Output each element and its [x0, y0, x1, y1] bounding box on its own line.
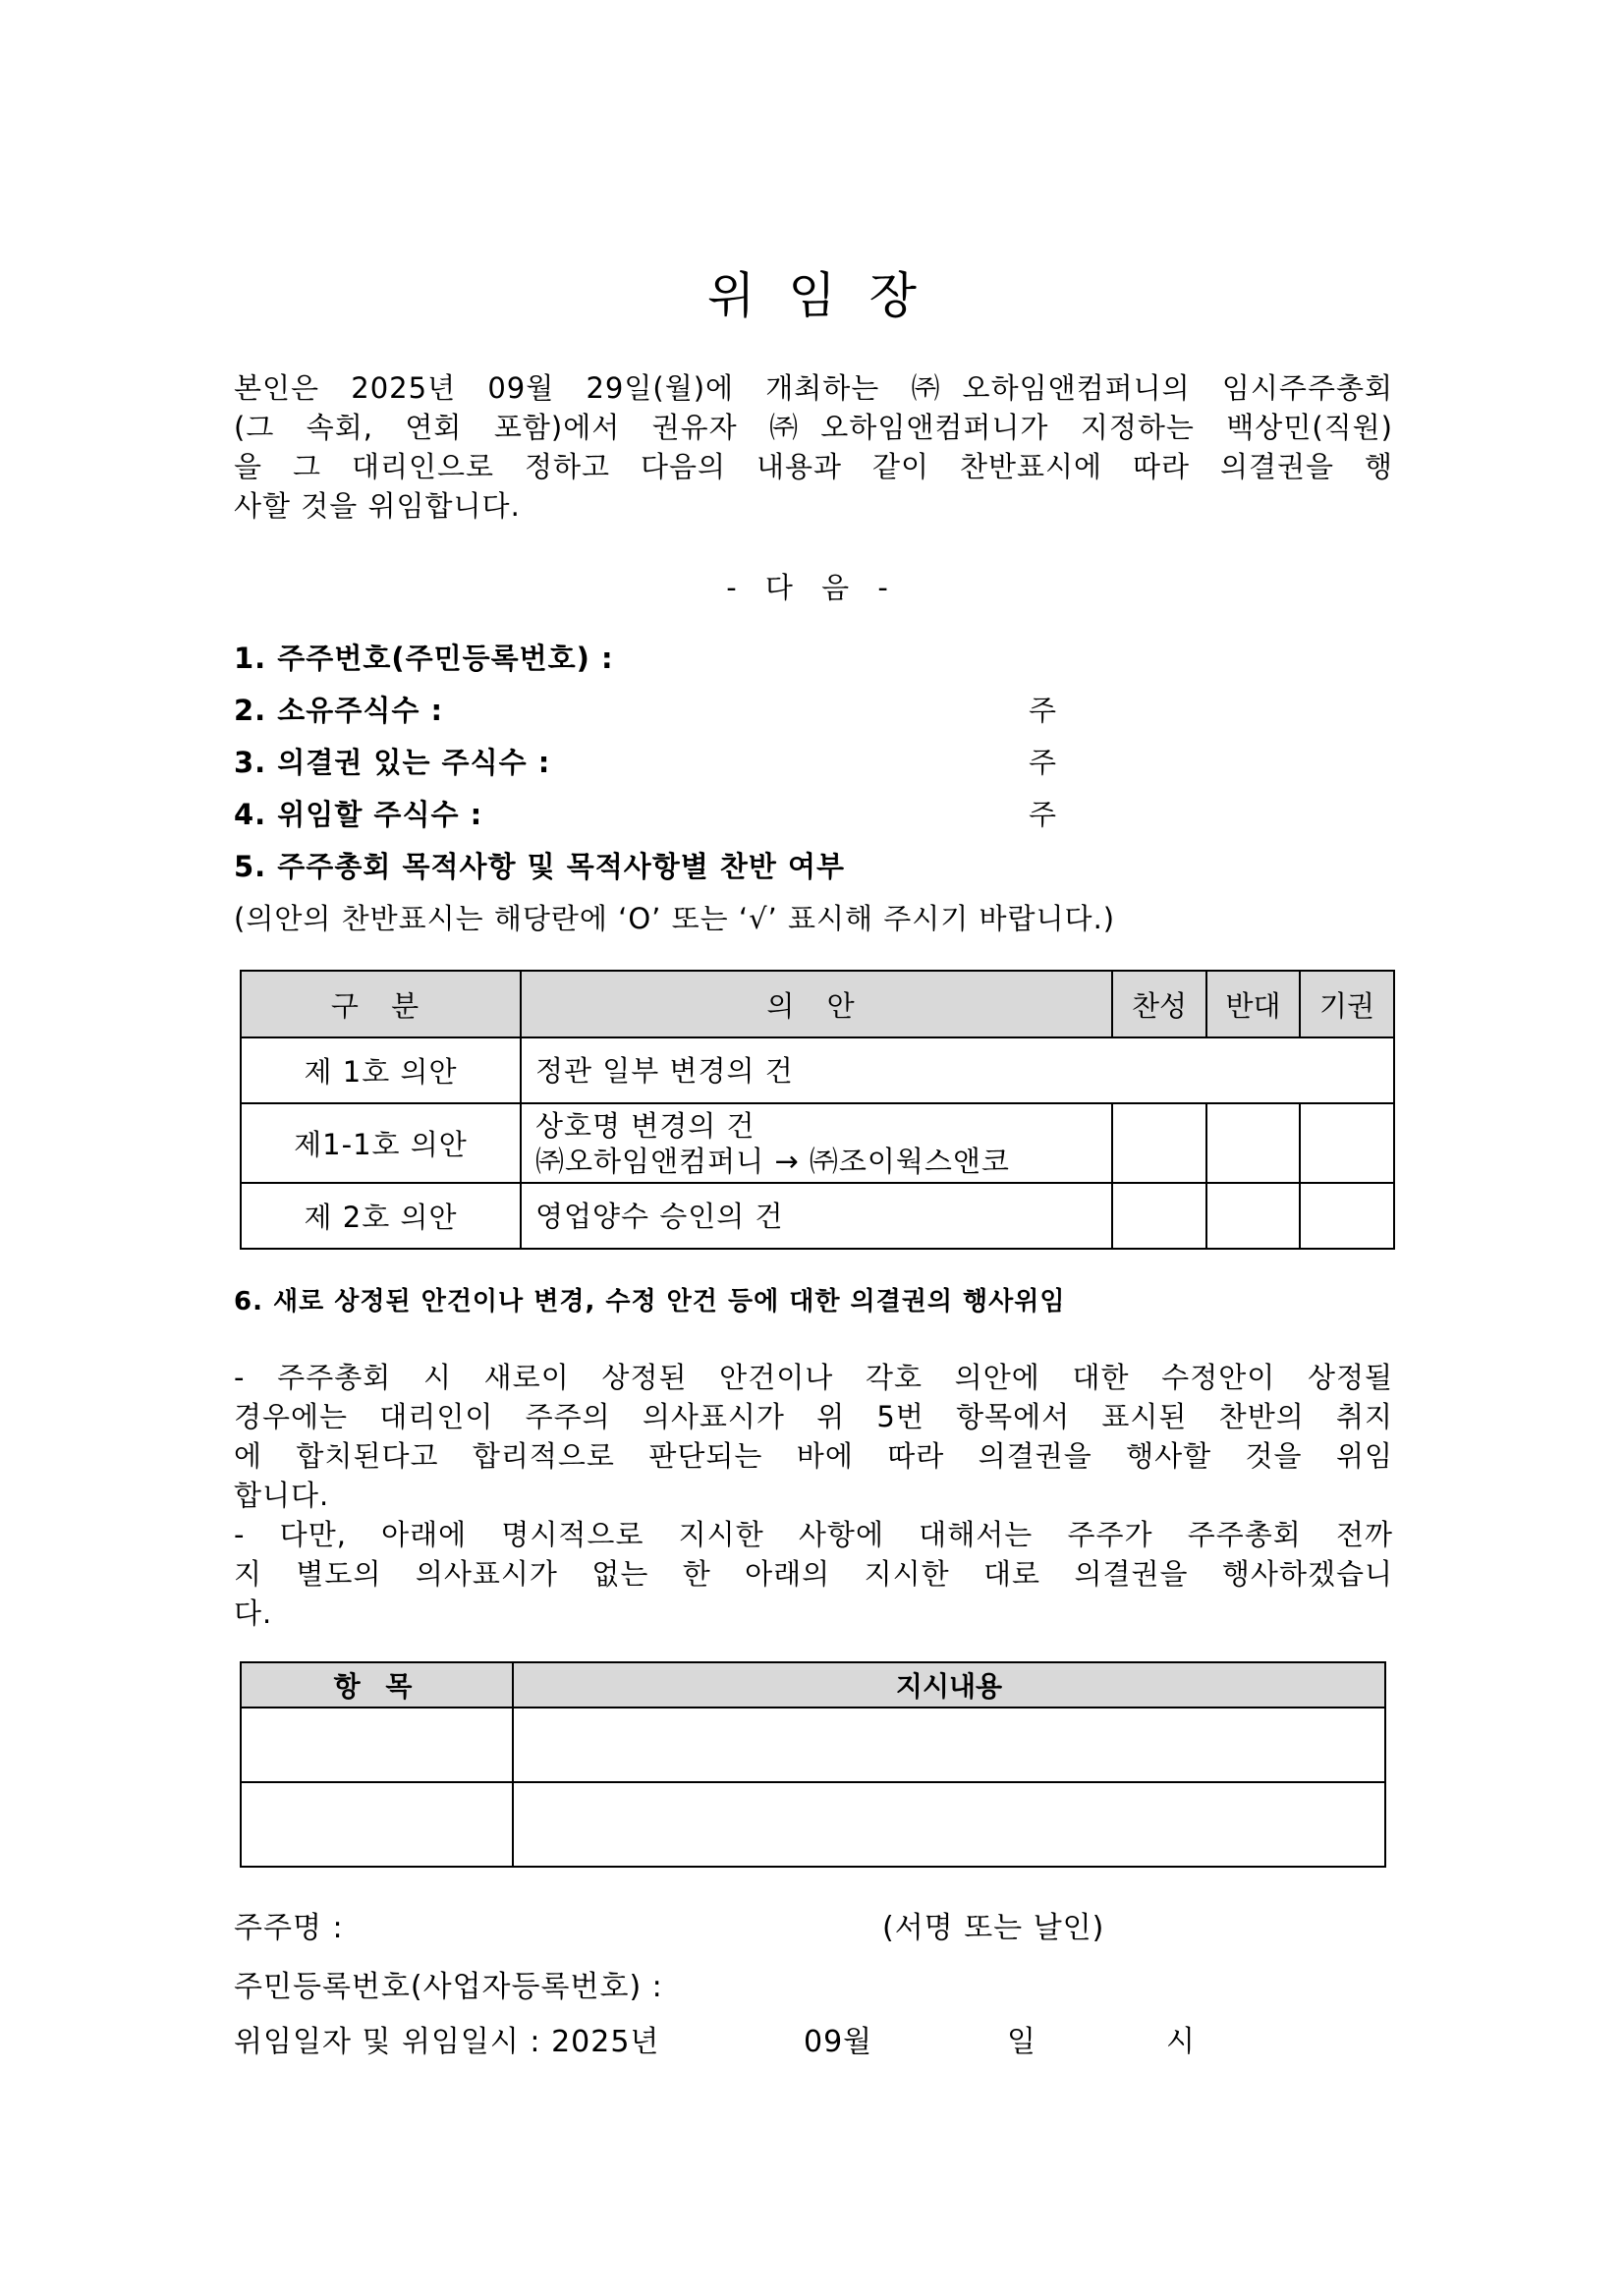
- item-agenda-votes: 5. 주주총회 목적사항 및 목적사항별 찬반 여부: [234, 850, 846, 883]
- instruction-content-cell[interactable]: [513, 1782, 1385, 1867]
- section6-line: - 주주총회 시 새로이 상정된 안건이나 각호 의안에 대한 수정안이 상정될: [234, 1361, 1393, 1394]
- agenda-number: 제 2호 의안: [241, 1183, 521, 1249]
- header-oppose: 반대: [1206, 971, 1300, 1037]
- delegated-shares-unit: 주: [1029, 798, 1057, 831]
- section6-heading: 6. 새로 상정된 안건이나 변경, 수정 안건 등에 대한 의결권의 행사위임: [234, 1287, 1066, 1316]
- agenda-title: 영업양수 승인의 건: [521, 1183, 1112, 1249]
- item-delegated-shares: 4. 위임할 주식수 :: [234, 798, 483, 831]
- section6-line: - 다만, 아래에 명시적으로 지시한 사항에 대해서는 주주가 주주총회 전까: [234, 1518, 1393, 1551]
- id-number-label: 주민등록번호(사업자등록번호) :: [234, 1970, 663, 2004]
- delegation-hour-unit: 시: [1166, 2025, 1196, 2059]
- intro-line: 본인은 2025년 09월 29일(월)에 개최하는 ㈜오하임앤컴퍼니의 임시주주총회: [234, 371, 1393, 405]
- agenda-title-line: ㈜오하임앤컴퍼니 → ㈜조이웍스앤코: [535, 1144, 1010, 1178]
- table-row: [241, 1103, 1394, 1183]
- header-item: 항 목: [241, 1662, 513, 1708]
- owned-shares-unit: 주: [1029, 694, 1057, 727]
- section6-paragraph-2: [234, 1515, 1393, 1633]
- table-row: [241, 1037, 1394, 1103]
- instruction-table-header: [241, 1662, 1385, 1708]
- section6-paragraph-1: [234, 1358, 1393, 1515]
- agenda-number: 제1-1호 의안: [241, 1103, 521, 1183]
- instruction-table: [240, 1661, 1386, 1868]
- signature-hint: (서명 또는 날인): [882, 1911, 1105, 1945]
- approve-checkbox-cell[interactable]: [1112, 1103, 1206, 1183]
- vote-instructions-note: (의안의 찬반표시는 해당란에 ‘O’ 또는 ‘√’ 표시해 주시기 바랍니다.): [234, 902, 1116, 935]
- header-abstain: 기권: [1300, 971, 1394, 1037]
- intro-line: 을 그 대리인으로 정하고 다음의 내용과 같이 찬반표시에 따라 의결권을 행: [234, 450, 1393, 483]
- item-shareholder-number: 1. 주주번호(주민등록번호) :: [234, 642, 614, 675]
- section-mark: - 다 음 -: [726, 571, 898, 604]
- section6-line: 경우에는 대리인이 주주의 의사표시가 위 5번 항목에서 표시된 찬반의 취지: [234, 1400, 1393, 1433]
- agenda-title: 정관 일부 변경의 건: [521, 1037, 1394, 1103]
- abstain-checkbox-cell[interactable]: [1300, 1103, 1394, 1183]
- header-instruction: 지시내용: [513, 1662, 1385, 1708]
- agenda-title: [521, 1103, 1112, 1183]
- header-agenda: 의 안: [521, 971, 1112, 1037]
- table-row: [241, 1708, 1385, 1782]
- vote-table-header: [241, 971, 1394, 1037]
- table-row: [241, 1782, 1385, 1867]
- table-row: [241, 1183, 1394, 1249]
- voting-shares-unit: 주: [1029, 746, 1057, 779]
- intro-line: (그 속회, 연회 포함)에서 권유자 ㈜오하임앤컴퍼니가 지정하는 백상민(직원): [234, 411, 1393, 444]
- header-approve: 찬성: [1112, 971, 1206, 1037]
- instruction-item-cell[interactable]: [241, 1708, 513, 1782]
- abstain-checkbox-cell[interactable]: [1300, 1183, 1394, 1249]
- instruction-content-cell[interactable]: [513, 1708, 1385, 1782]
- delegation-day-unit: 일: [1007, 2025, 1036, 2059]
- item-owned-shares: 2. 소유주식수 :: [234, 694, 444, 727]
- section6-line: 에 합치된다고 합리적으로 판단되는 바에 따라 의결권을 행사할 것을 위임: [234, 1439, 1393, 1473]
- intro-line: 사할 것을 위임합니다.: [234, 489, 521, 523]
- intro-paragraph: [234, 368, 1393, 526]
- oppose-checkbox-cell[interactable]: [1206, 1103, 1300, 1183]
- instruction-item-cell[interactable]: [241, 1782, 513, 1867]
- delegation-month: 09월: [804, 2025, 873, 2059]
- header-category: 구 분: [241, 971, 521, 1037]
- delegation-date-label: 위임일자 및 위임일시 : 2025년: [234, 2025, 660, 2059]
- agenda-number: 제 1호 의안: [241, 1037, 521, 1103]
- agenda-title-line: 상호명 변경의 건: [535, 1108, 756, 1143]
- approve-checkbox-cell[interactable]: [1112, 1183, 1206, 1249]
- section6-line: 합니다.: [234, 1479, 330, 1512]
- section6-line: 다.: [234, 1596, 273, 1630]
- shareholder-name-label: 주주명 :: [234, 1911, 344, 1945]
- section6-line: 지 별도의 의사표시가 없는 한 아래의 지시한 대로 의결권을 행사하겠습니: [234, 1557, 1393, 1591]
- vote-table: [240, 970, 1395, 1250]
- item-voting-shares: 3. 의결권 있는 주식수 :: [234, 746, 551, 779]
- document-title: 위임장: [707, 267, 950, 324]
- oppose-checkbox-cell[interactable]: [1206, 1183, 1300, 1249]
